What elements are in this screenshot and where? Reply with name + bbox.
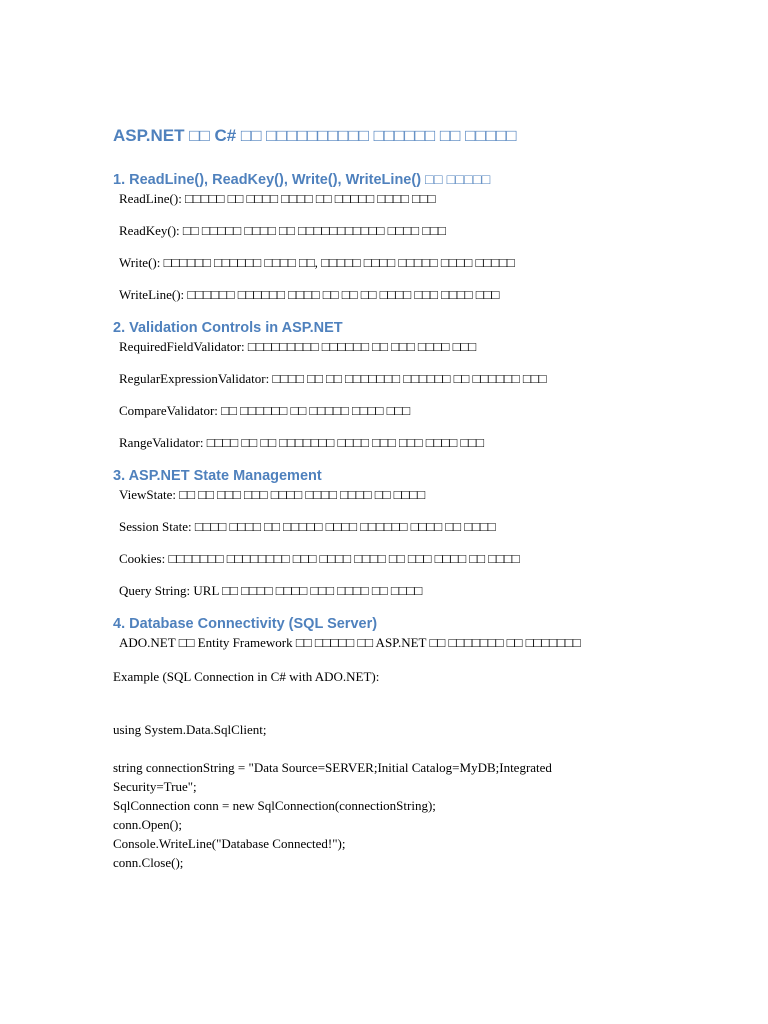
code-block — [113, 720, 733, 872]
section-database-connectivity — [113, 614, 733, 872]
list-item: Write(): □□□□□□ □□□□□□ □□□□ □□, □□□□□ □□□□ □□□□□ □□□□ □□□□□ — [119, 255, 515, 270]
item-list — [113, 486, 733, 600]
list-item: CompareValidator: □□ □□□□□□ □□ □□□□□ □□□□ □□□ — [119, 403, 411, 418]
document-page — [113, 124, 733, 872]
list-item: Query String: URL □□ □□□□ □□□□ □□□ □□□□ □□ □□□□ — [119, 583, 423, 598]
list-item: Session State: □□□□ □□□□ □□ □□□□□ □□□□ □□□□□□ □□□□ □□ □□□□ — [119, 519, 496, 534]
code-spacer — [113, 739, 733, 758]
code-line: using System.Data.SqlClient; — [113, 722, 267, 737]
code-line: SqlConnection conn = new SqlConnection(connectionString); — [113, 798, 436, 813]
list-item: WriteLine(): □□□□□□ □□□□□□ □□□□ □□ □□ □□ □□□□ □□□ □□□□ □□□ — [119, 287, 500, 302]
page-title: ASP.NET □□ C# □□ □□□□□□□□□□ □□□□□□ □□ □□□□□ — [113, 126, 517, 145]
item-list — [113, 634, 733, 652]
section-console-methods — [113, 170, 733, 304]
section-heading: 4. Database Connectivity (SQL Server) — [113, 616, 378, 632]
list-item: ReadLine(): □□□□□ □□ □□□□ □□□□ □□ □□□□□ □□□□ □□□ — [119, 191, 436, 206]
list-item: ADO.NET □□ Entity Framework □□ □□□□□ □□ ASP.NET □□ □□□□□□□ □□ □□□□□□□ — [119, 635, 581, 650]
section-heading: 3. ASP.NET State Management — [113, 468, 322, 484]
list-item: RangeValidator: □□□□ □□ □□ □□□□□□□ □□□□ □□□ □□□ □□□□ □□□ — [119, 435, 484, 450]
code-line: Security=True"; — [113, 779, 197, 794]
item-list — [113, 190, 733, 304]
section-state-management — [113, 466, 733, 600]
section-validation-controls — [113, 318, 733, 452]
section-heading: 2. Validation Controls in ASP.NET — [113, 320, 343, 336]
code-line: conn.Open(); — [113, 817, 182, 832]
list-item: ReadKey(): □□ □□□□□ □□□□ □□ □□□□□□□□□□□ □□□□ □□□ — [119, 223, 446, 238]
list-item: RegularExpressionValidator: □□□□ □□ □□ □□□□□□□ □□□□□□ □□ □□□□□□ □□□ — [119, 371, 547, 386]
code-line: Console.WriteLine("Database Connected!"); — [113, 836, 346, 851]
list-item: ViewState: □□ □□ □□□ □□□ □□□□ □□□□ □□□□ □□ □□□□ — [119, 487, 426, 502]
item-list — [113, 338, 733, 452]
section-heading: 1. ReadLine(), ReadKey(), Write(), WriteLine() □□ □□□□□ — [113, 172, 491, 188]
list-item: Cookies: □□□□□□□ □□□□□□□□ □□□ □□□□ □□□□ □□ □□□ □□□□ □□ □□□□ — [119, 551, 520, 566]
code-line: conn.Close(); — [113, 855, 184, 870]
list-item: RequiredFieldValidator: □□□□□□□□□ □□□□□□ □□ □□□ □□□□ □□□ — [119, 339, 477, 354]
example-label: Example (SQL Connection in C# with ADO.NET): — [113, 669, 380, 684]
code-line: string connectionString = "Data Source=SERVER;Initial Catalog=MyDB;Integrated — [113, 760, 552, 775]
